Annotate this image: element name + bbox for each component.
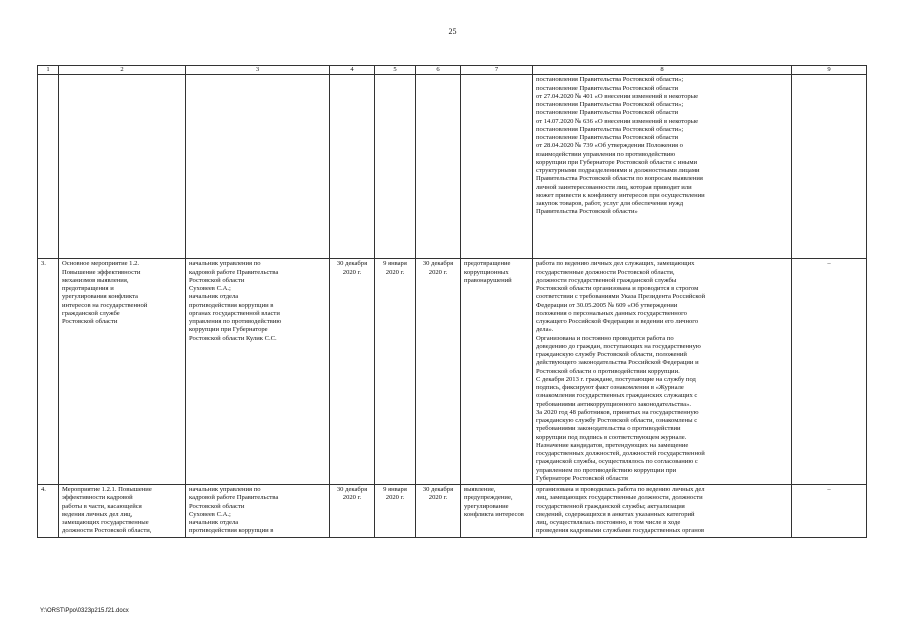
column-header: 1 [38,66,59,75]
actual-start-cell [375,75,416,259]
actual-start-cell: 9 января 2020 г. [375,259,416,485]
responsible-cell [186,75,330,259]
expected-result-cell: предотвращение коррупционных правонарушений [461,259,533,485]
column-header: 7 [461,66,533,75]
actual-result-cell: работа по ведению личных дел служащих, замещающих государственные должности Ростовской области, должности государственной гражданской службы Ростовской области организована и проводится в строгом соответствии с требованиями Указа Президента Российской Федерации от 30.05.2005 № 609 «Об утверждении положения о персональных данных государственного служащего Российской Федерации и ведении его личного дела». Организована и постоянно проводится работа по доведению до граждан, поступающих на государственную гражданскую службу Ростовской области, положений действующего законодательства Российской Федерации и Ростовской области о противодействии коррупции. С декабря 2013 г. граждане, поступающие на службу под подпись, фиксируют факт ознакомления в «Журнале ознакомления государственных гражданских служащих с требованиями антикоррупционного законодательства». За 2020 год 48 работников, принятых на государственную гражданскую службу Ростовской области, ознакомлены с требованиями законодательства о противодействии коррупции под подпись в соответствующем журнале. Назначение кандидатов, претендующих на замещение государственных должностей, должностей государственной гражданской службы, осуществлялось по согласованию с управлением по противодействию коррупции при Губернаторе Ростовской области [533,259,792,485]
file-path-footer: Y:\ORST\Ppo\0323p215.f21.docx [40,608,129,614]
row-number-cell: 4. [38,485,59,538]
column-number-row [38,66,867,75]
actual-start-cell: 9 января 2020 г. [375,485,416,538]
activity-cell: Мероприятие 1.2.1. Повышение эффективности кадровой работы в части, касающейся ведения личных дел лиц, замещающих государственные должности Ростовской области, [59,485,186,538]
actual-result-cell: постановления Правительства Ростовской области»; постановление Правительства Ростовской области от 27.04.2020 № 401 «О внесении изменений в некоторые постановления Правительства Ростовской области»; постановление Правительства Ростовской области от 14.07.2020 № 636 «О внесении изменений в некоторые постановления Правительства Ростовской области»; постановление Правительства Ростовской области от 28.04.2020 № 739 «Об утверждении Положения о взаимодействии управления по противодействию коррупции при Губернаторе Ростовской области с иными структурными подразделениями и должностными лицами Правительства Ростовской области по вопросам выявления личной заинтересованности лиц, которая приводит или может привести к конфликту интересов при осуществлении закупок товаров, работ, услуг для обеспечения нужд Правительства Ростовской области» [533,75,792,259]
page-number: 25 [448,27,457,36]
activity-cell: Основное мероприятие 1.2. Повышение эффективности механизмов выявления, предотвращения и урегулирования конфликта интересов на государственной гражданской службе Ростовской области [59,259,186,485]
planned-date-cell: 30 декабря 2020 г. [330,259,375,485]
column-header: 3 [186,66,330,75]
column-header: 4 [330,66,375,75]
planned-date-cell: 30 декабря 2020 г. [330,485,375,538]
actual-end-cell [416,75,461,259]
table-row [38,259,867,485]
planned-date-cell [330,75,375,259]
notes-cell [792,75,867,259]
activity-cell [59,75,186,259]
actual-result-cell: организована и проводилась работа по ведению личных дел лиц, замещающих государственные должности, должности государственной гражданской службы; актуализация сведений, содержащихся в анкетах указанных категорий лиц, осуществлялась постоянно, в том числе в ходе проведения кадровыми службами государственных органов [533,485,792,538]
column-header: 2 [59,66,186,75]
expected-result-cell [461,75,533,259]
responsible-cell: начальник управления по кадровой работе Правительства Ростовской области Суховеев С.А.; начальник отдела противодействия коррупции в органах государственной власти управления по противодействию коррупции при Губернаторе Ростовской области Кулик С.С. [186,259,330,485]
actual-end-cell: 30 декабря 2020 г. [416,485,461,538]
table-row [38,75,867,259]
row-number-cell: 3. [38,259,59,485]
table-row [38,485,867,538]
row-number-cell [38,75,59,259]
column-header: 9 [792,66,867,75]
actual-end-cell: 30 декабря 2020 г. [416,259,461,485]
report-table [37,65,867,538]
column-header: 6 [416,66,461,75]
responsible-cell: начальник управления по кадровой работе Правительства Ростовской области Суховеев С.А.; начальник отдела противодействия коррупции в [186,485,330,538]
notes-cell: – [792,485,867,538]
column-header: 8 [533,66,792,75]
expected-result-cell: выявление, предупреждение, урегулирование конфликта интересов [461,485,533,538]
notes-cell: – [792,259,867,485]
column-header: 5 [375,66,416,75]
